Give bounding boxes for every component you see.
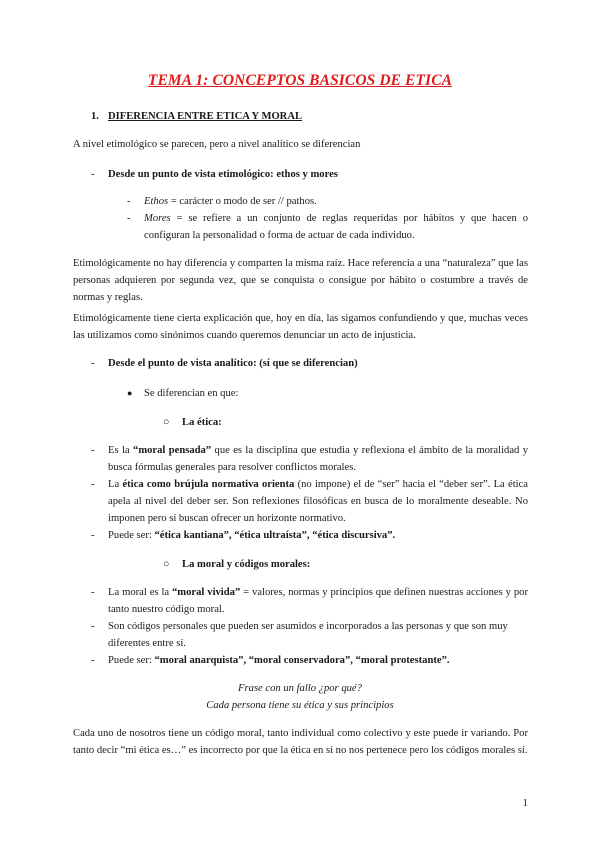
- ethos-term: Ethos: [144, 196, 169, 207]
- item-text: Son códigos personales que pueden ser asumidos e incorporados a las personas y que son muy diferentes entre sí.: [108, 621, 508, 649]
- section-number: 1.: [91, 111, 99, 122]
- quote-line-2: Cada persona tiene su ética y sus principios: [206, 700, 394, 711]
- moral-item-1: [108, 584, 528, 618]
- item-bold-text: “moral vivida”: [172, 587, 241, 598]
- mores-item: [144, 210, 528, 244]
- mores-term: Mores: [144, 213, 171, 224]
- intro-text: A nivel etimológico se parecen, pero a nivel analítico se diferencian: [73, 139, 361, 150]
- item-bold-text: “moral anarquista”, “moral conservadora”, “moral protestante”.: [154, 655, 450, 666]
- item-bold-text: “ética kantiana”, “ética ultraísta”, “ética discursiva”.: [154, 530, 396, 541]
- moral-item-3: [108, 652, 528, 669]
- etica-item-1: [108, 442, 528, 476]
- dash-bullet: -: [127, 213, 131, 224]
- dash-bullet: -: [91, 655, 95, 666]
- item-text: Puede ser:: [108, 655, 155, 666]
- paragraph-3: Cada uno de nosotros tiene un código moral, tanto individual como colectivo y este puede ir variando. Por tanto decir “mi ética es…” es incorrecto por que la ética en sí no nos pertenece pero los códigos morales sí.: [73, 728, 528, 756]
- item-text: Es la: [108, 445, 134, 456]
- item-text: La moral es la: [108, 587, 172, 598]
- moral-item-2: [108, 618, 528, 652]
- item-text: Puede ser:: [108, 530, 155, 541]
- differ-text: Se diferencian en que:: [144, 388, 239, 399]
- page-number: 1: [522, 797, 528, 809]
- circle-bullet-icon: ○: [163, 559, 170, 570]
- item-text: (no impone) el de “ser” hacia el “deber ser”. La ética apela al nivel del deber ser. Son reflexiones filosóficas en busca de lo moralmente deseable. No imponen pero sí buscan ofrecer un horizonte normativo.: [108, 479, 529, 524]
- mores-text: = se refiere a un conjunto de reglas requeridas por hábitos y que hacen o configuran la personalidad o forma de actuar de cada individuo.: [144, 213, 528, 241]
- dash-bullet: -: [91, 445, 95, 456]
- item-text: = valores, normas y principios que definen nuestras acciones y por tanto nuestro código moral.: [108, 587, 528, 615]
- quote-line-1: Frase con un fallo ¿por qué?: [238, 683, 362, 694]
- etym-heading: Desde un punto de vista etimológico: ethos y mores: [108, 169, 338, 180]
- etica-heading: La ética:: [182, 417, 222, 428]
- page-title: TEMA 1: CONCEPTOS BASICOS DE ETICA: [147, 72, 453, 89]
- circle-bullet-icon: ○: [163, 417, 170, 428]
- paragraph-1: Etimológicamente no hay diferencia y comparten la misma raíz. Hace referencia a una “naturaleza” que las personas adquieren por segunda vez, que se conquista o consigue por hábito o costumbre a través de normas y reglas.: [73, 258, 528, 303]
- dash-bullet: -: [91, 587, 95, 598]
- moral-heading: La moral y códigos morales:: [182, 559, 311, 570]
- dash-bullet: -: [91, 358, 95, 369]
- item-bold-text: “moral pensada”: [133, 445, 212, 456]
- section-heading: DIFERENCIA ENTRE ETICA Y MORAL: [108, 111, 303, 122]
- dash-bullet: -: [91, 530, 95, 541]
- analytic-heading: Desde el punto de vista analítico: (sí que se diferencian): [108, 358, 358, 369]
- item-text: La: [108, 479, 123, 490]
- etica-item-2: [108, 476, 528, 527]
- paragraph-2: Etimológicamente tiene cierta explicación que, hoy en día, las sigamos confundiendo y que, muchas veces las utilizamos como sinónimos cuando queremos denunciar un acto de injusticia.: [73, 313, 528, 341]
- etica-item-3: [108, 527, 528, 544]
- item-bold-text: ética como brújula normativa orienta: [122, 479, 295, 490]
- ethos-text: = carácter o modo de ser // pathos.: [168, 196, 317, 207]
- dash-bullet: -: [91, 169, 95, 180]
- dash-bullet: -: [91, 479, 95, 490]
- dash-bullet: -: [127, 196, 131, 207]
- bullet-icon: ●: [127, 388, 133, 398]
- item-text: que es la disciplina que estudia y reflexiona el ámbito de la moralidad y busca fórmulas generales para resolver conflictos morales.: [108, 445, 528, 473]
- dash-bullet: -: [91, 621, 95, 632]
- ethos-item: [144, 193, 528, 210]
